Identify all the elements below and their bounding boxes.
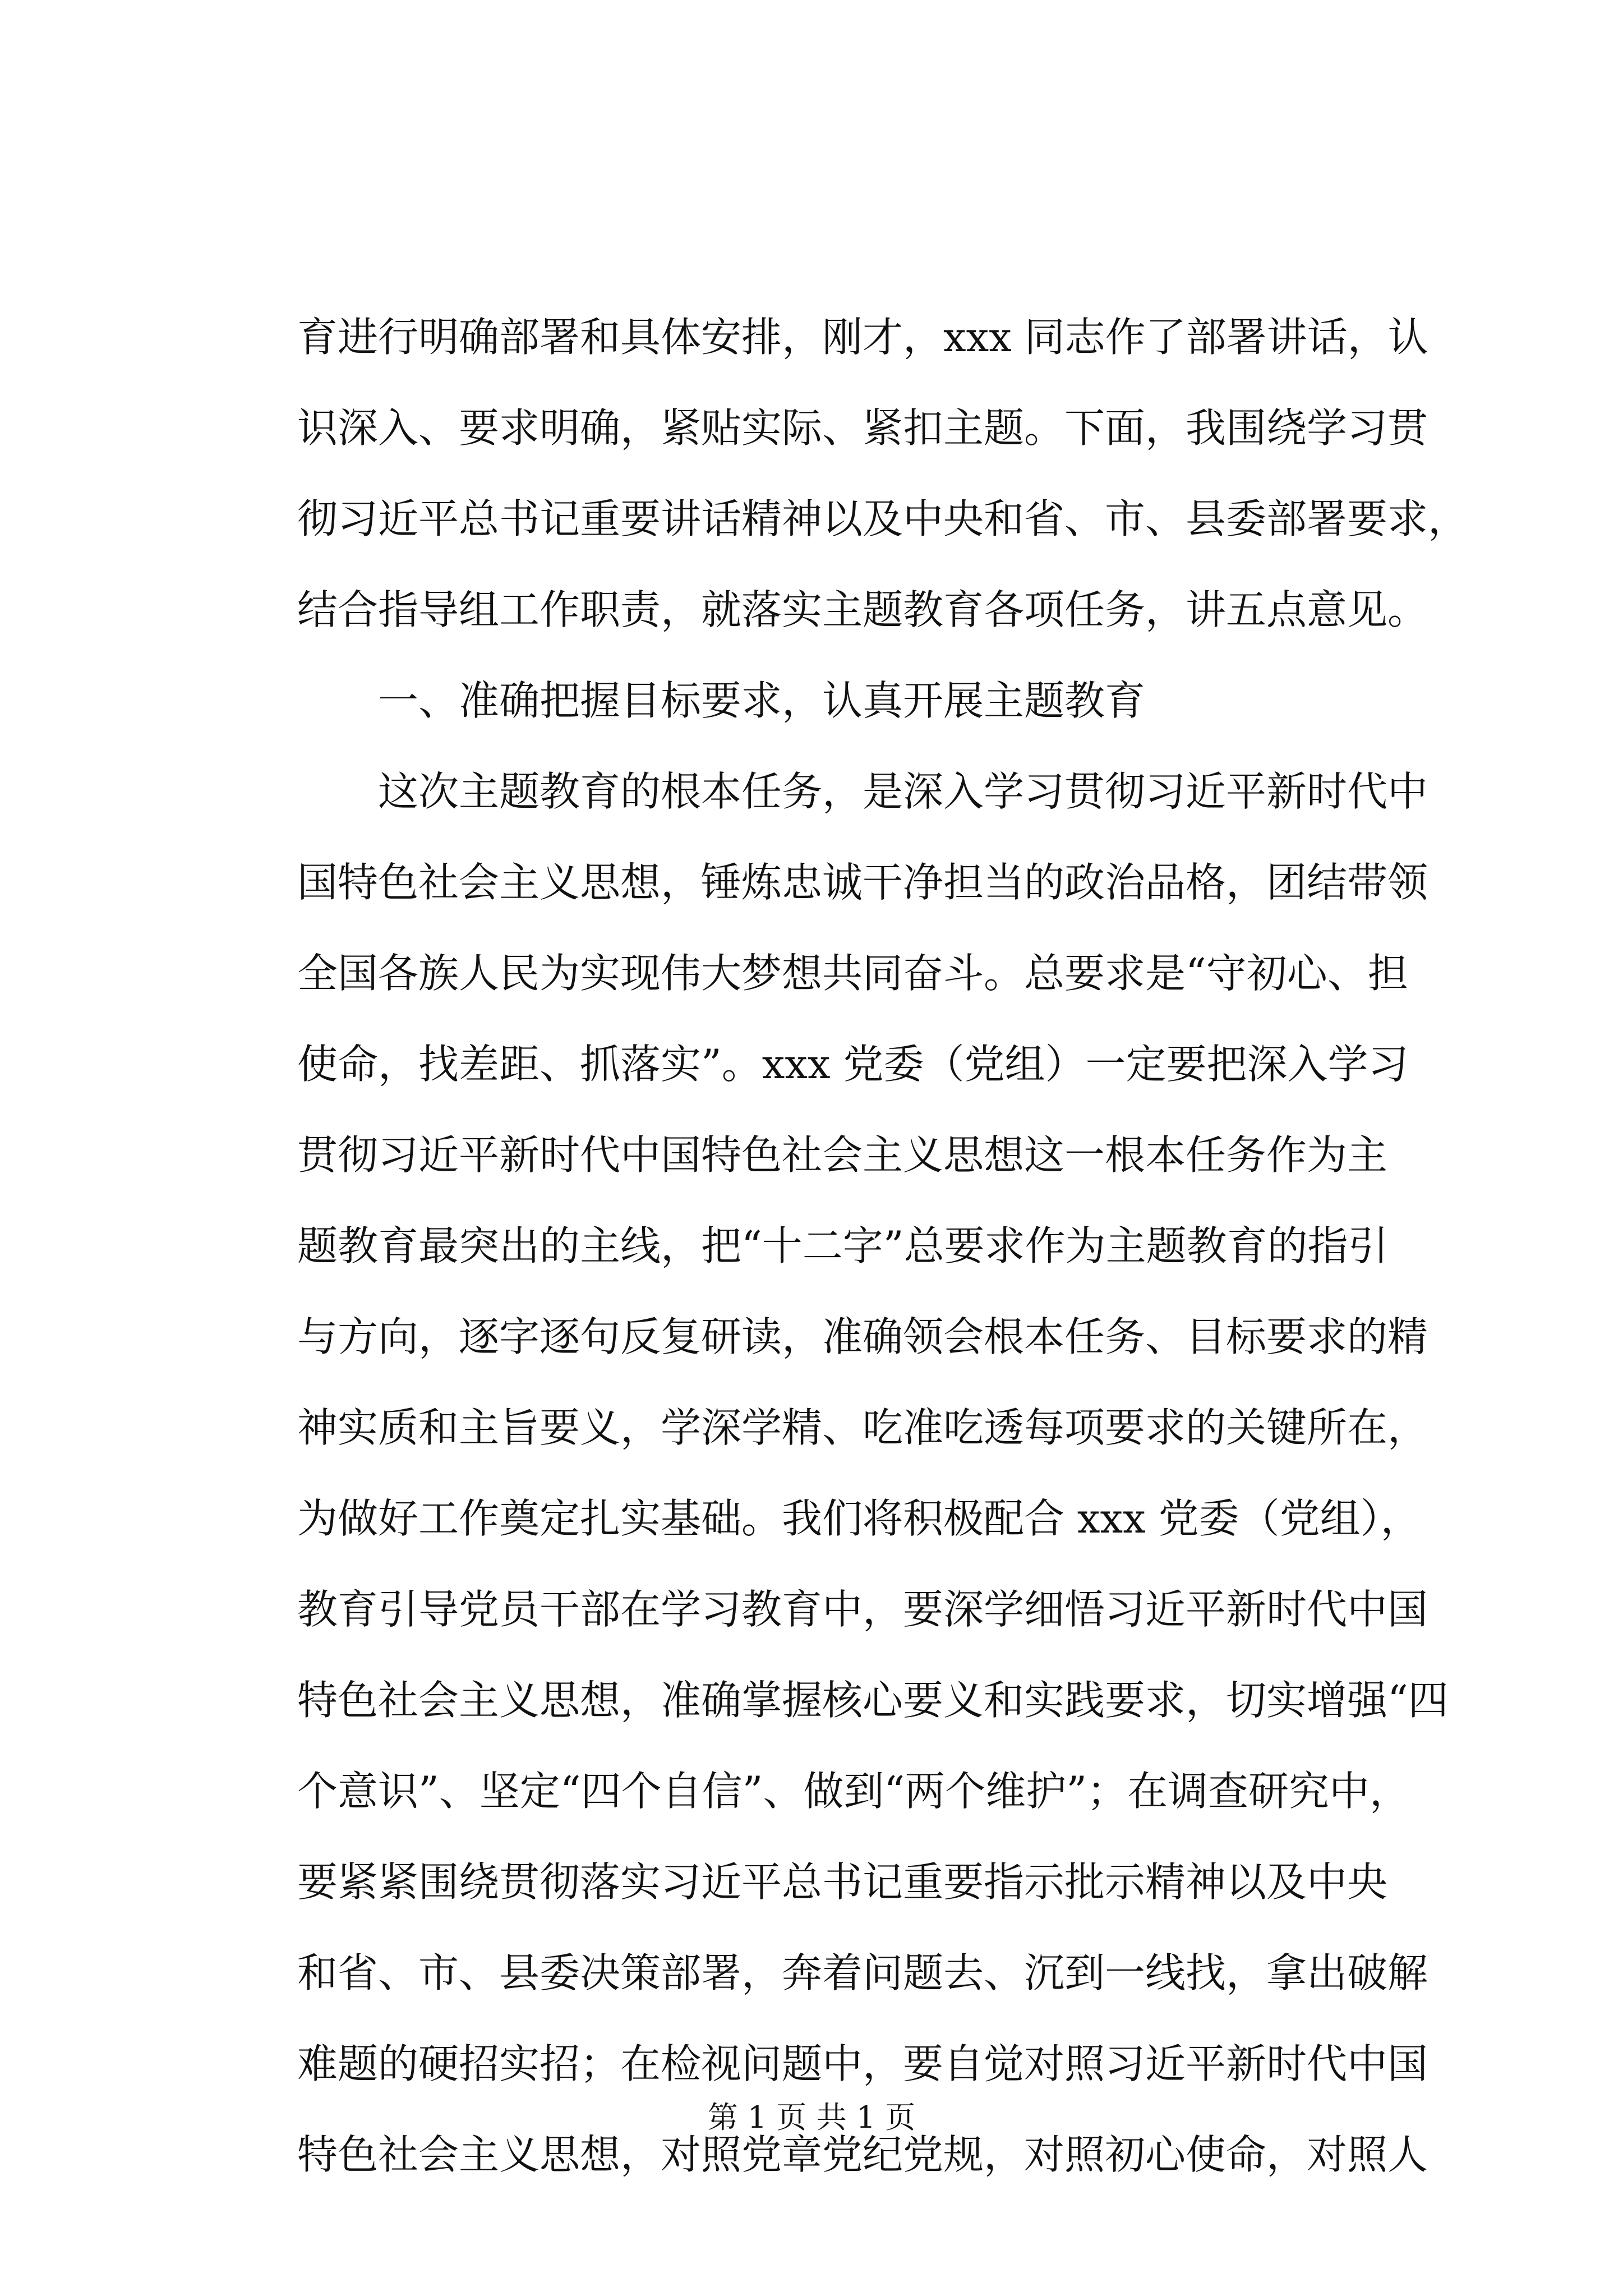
- section-heading: 一、准确把握目标要求，认真开展主题教育: [378, 677, 1146, 724]
- paragraph-line: 特色社会主义思想，对照党章党纪党规，对照初心使命，对照人: [297, 2131, 1428, 2178]
- paragraph-line: 育进行明确部署和具体安排，刚才，xxx 同志作了部署讲话，认: [297, 314, 1428, 361]
- paragraph-line: 国特色社会主义思想，锤炼忠诚干净担当的政治品格，团结带领: [297, 859, 1428, 906]
- paragraph-line: 个意识”、坚定“四个自信”、做到“两个维护”；在调查研究中，: [297, 1768, 1410, 1815]
- paragraph-line: 识深入、要求明确，紧贴实际、紧扣主题。下面，我围绕学习贯: [297, 404, 1428, 452]
- paragraph-line: 和省、市、县委决策部署，奔着问题去、沉到一线找，拿出破解: [297, 1949, 1428, 1996]
- paragraph-line: 神实质和主旨要义，学深学精、吃准吃透每项要求的关键所在，: [297, 1404, 1428, 1451]
- paragraph-line: 这次主题教育的根本任务，是深入学习贯彻习近平新时代中: [378, 768, 1428, 815]
- paragraph-line: 难题的硬招实招；在检视问题中，要自觉对照习近平新时代中国: [297, 2040, 1428, 2087]
- paragraph-line: 要紧紧围绕贯彻落实习近平总书记重要指示批示精神以及中央: [297, 1858, 1388, 1906]
- paragraph-line: 为做好工作奠定扎实基础。我们将积极配合 xxx 党委（党组），: [297, 1495, 1421, 1542]
- paragraph-line: 题教育最突出的主线，把“十二字”总要求作为主题教育的指引: [297, 1222, 1389, 1269]
- paragraph-line: 特色社会主义思想，准确掌握核心要义和实践要求，切实增强“四: [297, 1677, 1449, 1724]
- paragraph-line: 结合指导组工作职责，就落实主题教育各项任务，讲五点意见。: [297, 586, 1428, 633]
- paragraph-line: 与方向，逐字逐句反复研读，准确领会根本任务、目标要求的精: [297, 1313, 1428, 1360]
- paragraph-line: 贯彻习近平新时代中国特色社会主义思想这一根本任务作为主: [297, 1131, 1388, 1179]
- paragraph-line: 教育引导党员干部在学习教育中，要深学细悟习近平新时代中国: [297, 1586, 1428, 1633]
- paragraph-line: 使命，找差距、抓落实”。xxx 党委（党组）一定要把深入学习: [297, 1041, 1409, 1088]
- paragraph-line: 彻习近平总书记重要讲话精神以及中央和省、市、县委部署要求，: [297, 495, 1469, 542]
- document-body: [297, 292, 1469, 2200]
- page-number-footer: 第 1 页 共 1 页: [707, 2100, 916, 2135]
- paragraph-line: 全国各族人民为实现伟大梦想共同奋斗。总要求是“守初心、担: [297, 950, 1408, 997]
